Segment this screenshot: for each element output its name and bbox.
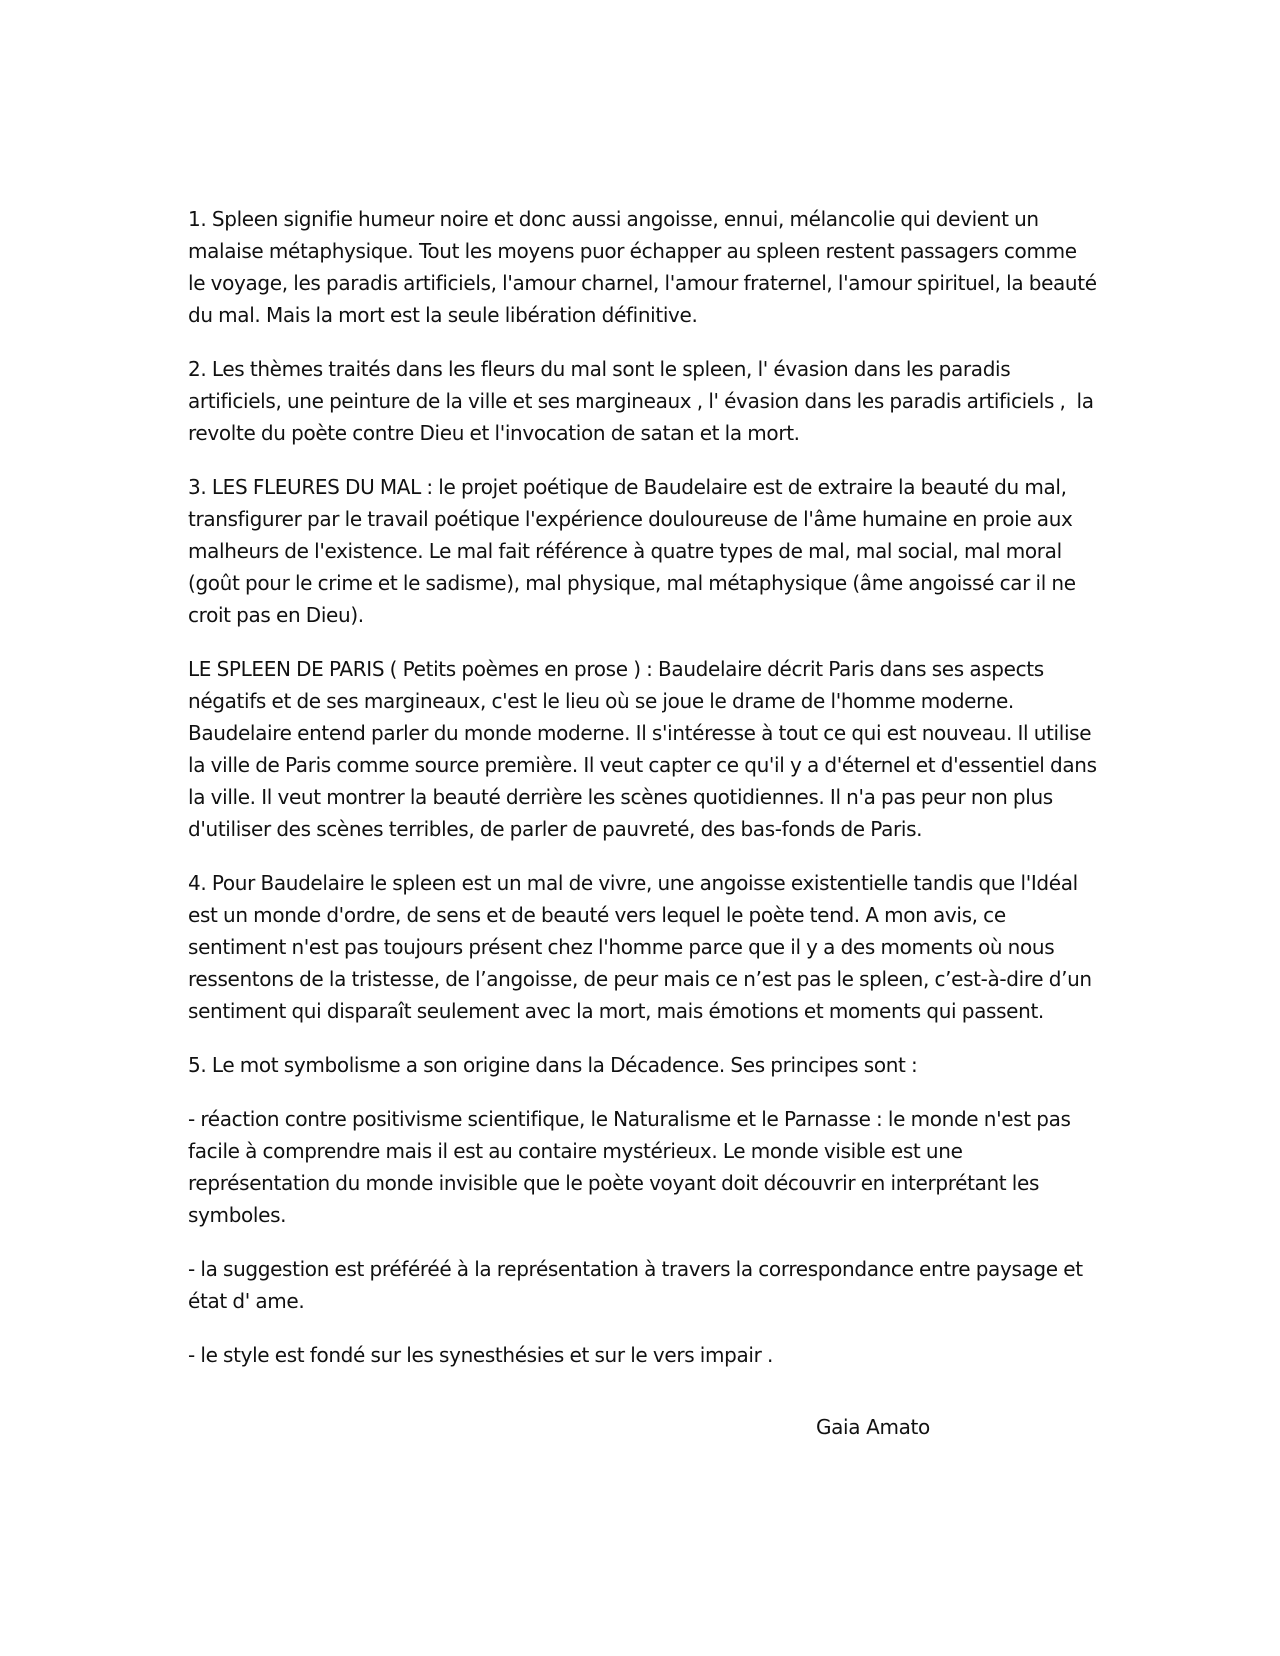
document-body [188, 203, 1103, 1393]
paragraph-spleen-de-paris: LE SPLEEN DE PARIS ( Petits poèmes en prose ) : Baudelaire décrit Paris dans ses aspects négatifs et de ses margineaux, c'est le lieu où se joue le drame de l'homme moderne. Baudelaire entend parler du monde moderne. Il s'intéresse à tout ce qui est nouveau. Il utilise la ville de Paris comme source première. Il veut capter ce qu'il y a d'éternel et d'essentiel dans la ville. Il veut montrer la beauté derrière les scènes quotidiennes. Il n'a pas peur non plus d'utiliser des scènes terribles, de parler de pauvreté, des bas-fonds de Paris. [188, 657, 1103, 841]
paragraph-2-themes: 2. Les thèmes traités dans les fleurs du mal sont le spleen, l' évasion dans les paradis artificiels, une peinture de la ville et ses margineaux , l' évasion dans les paradis artificiels , la revolte du poète contre Dieu et l'invocation de satan et la mort. [188, 357, 1100, 445]
author-signature: Gaia Amato [816, 1415, 930, 1439]
paragraph-1-spleen: 1. Spleen signifie humeur noire et donc aussi angoisse, ennui, mélancolie qui devient un malaise métaphysique. Tout les moyens puor échapper au spleen restent passagers comme le voyage, les paradis artificiels, l'amour charnel, l'amour fraternel, l'amour spirituel, la beauté du mal. Mais la mort est la seule libération définitive. [188, 207, 1103, 327]
list-item-reaction: - réaction contre positivisme scientifique, le Naturalisme et le Parnasse : le monde n'est pas facile à comprendre mais il est au contaire mystérieux. Le monde visible est une représentation du monde invisible que le poète voyant doit découvrir en interprétant les symboles. [188, 1107, 1077, 1227]
list-item-suggestion: - la suggestion est préféréé à la représentation à travers la correspondance entre paysage et état d' ame. [188, 1257, 1089, 1313]
list-item-style: - le style est fondé sur les synesthésies et sur le vers impair . [188, 1343, 773, 1367]
paragraph-4-spleen-ideal: 4. Pour Baudelaire le spleen est un mal de vivre, une angoisse existentielle tandis que l'Idéal est un monde d'ordre, de sens et de beauté vers lequel le poète tend. A mon avis, ce sentiment n'est pas toujours présent chez l'homme parce que il y a des moments où nous ressentons de la tristesse, de l’angoisse, de peur mais ce n’est pas le spleen, c’est-à-dire d’un sentiment qui disparaît seulement avec la mort, mais émotions et moments qui passent. [188, 871, 1098, 1023]
paragraph-3-fleurs-du-mal: 3. LES FLEURES DU MAL : le projet poétique de Baudelaire est de extraire la beauté du mal, transfigurer par le travail poétique l'expérience douloureuse de l'âme humaine en proie aux malheurs de l'existence. Le mal fait référence à quatre types de mal, mal social, mal moral (goût pour le crime et le sadisme), mal physique, mal métaphysique (âme angoissé car il ne croit pas en Dieu). [188, 475, 1082, 627]
paragraph-5-symbolisme: 5. Le mot symbolisme a son origine dans la Décadence. Ses principes sont : [188, 1053, 918, 1077]
